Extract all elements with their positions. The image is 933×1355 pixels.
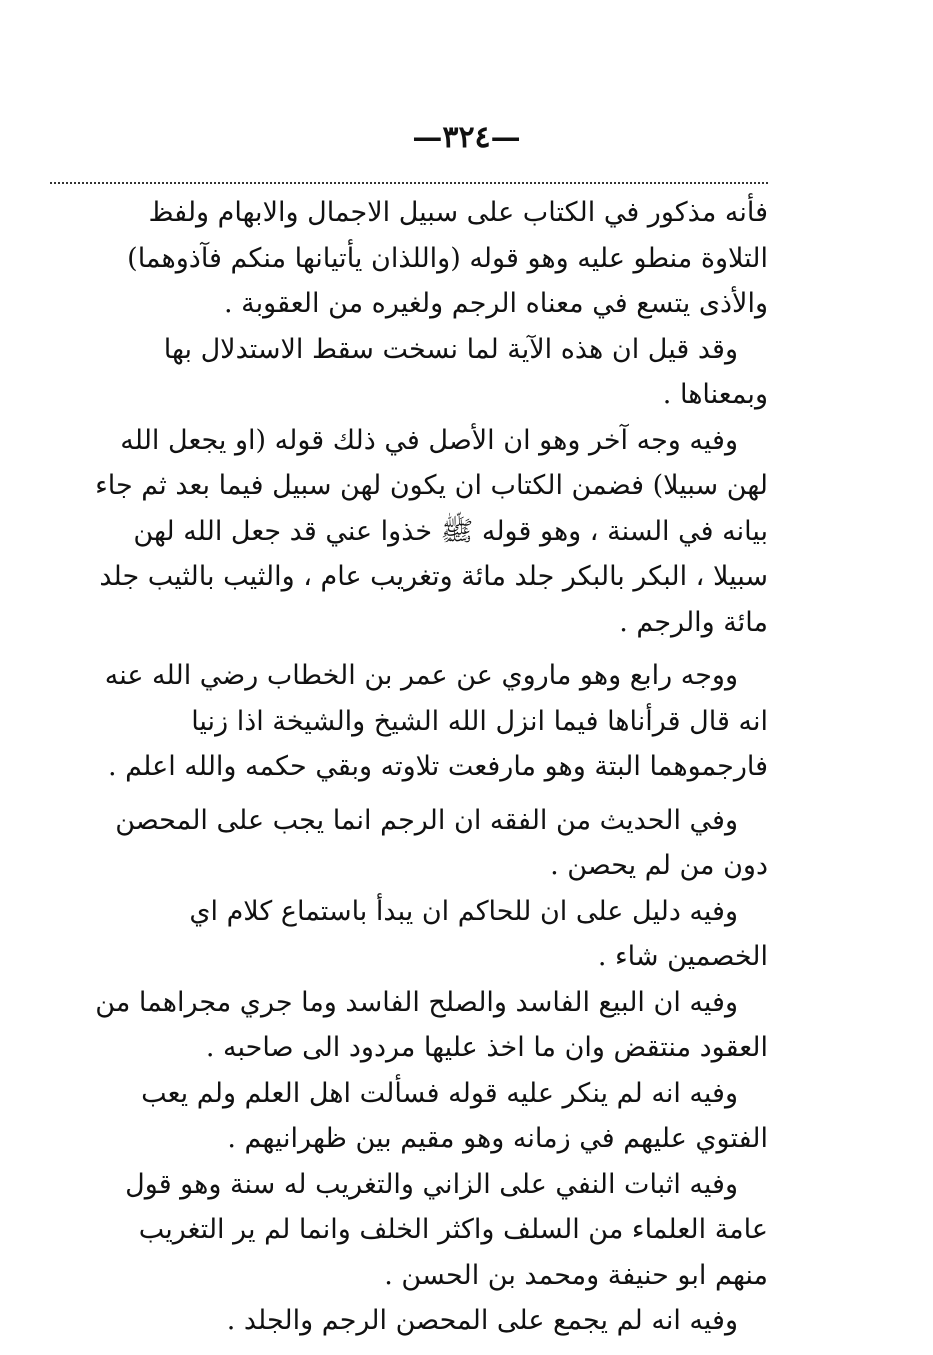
paragraph-2: وقد قيل ان هذه الآية لما نسخت سقط الاستدلال بها وبمعناها . — [163, 333, 768, 410]
paragraph-4: ووجه رابع وهو ماروي عن عمر بن الخطاب رضي الله عنه انه قال قرأناها فيما انزل الله الشيخ والشيخة اذا زنيا فارجموهما البتة وهو مارفعت تلاوته وبقي حكمه والله اعلم . — [104, 660, 768, 782]
paragraph-10: وفيه انه لم يجمع على المحصن الرجم والجلد . — [226, 1305, 738, 1336]
paragraph-5: وفي الحديث من الفقه ان الرجم انما يجب على المحصن دون من لم يحصن . — [115, 804, 768, 881]
paragraph-8: وفيه انه لم ينكر عليه قوله فسألت اهل العلم ولم يعب الفتوي عليهم في زمانه وهو مقيم بين ظهرانيهم . — [141, 1077, 768, 1154]
paragraph-9: وفيه اثبات النفي على الزاني والتغريب له سنة وهو قول عامة العلماء من السلف واكثر الخلف وانما لم ير التغريب منهم ابو حنيفة ومحمد بن الحسن . — [125, 1168, 768, 1291]
page-body — [95, 190, 768, 1344]
paragraph-1: فأنه مذكور في الكتاب على سبيل الاجمال والابهام ولفظ التلاوة منطو عليه وهو قوله (واللذان يأتيانها منكم فآذوهما) والأذى يتسع في معناه الرجم ولغيره من العقوبة . — [127, 197, 768, 319]
paragraph-7: وفيه ان البيع الفاسد والصلح الفاسد وما جري مجراهما من العقود منتقض وان ما اخذ عليها مردود الى صاحبه . — [95, 986, 768, 1063]
header-rule — [50, 182, 768, 184]
paragraph-3: وفيه وجه آخر وهو ان الأصل في ذلك قوله (او يجعل الله لهن سبيلا) فضمن الكتاب ان يكون لهن سبيل فيما بعد ثم جاء بيانه في السنة ، وهو قوله ﷺ خذوا عني قد جعل الله لهن سبيلا ، البكر بالبكر جلد مائة وتغريب عام ، والثيب بالثيب جلد مائة والرجم . — [95, 424, 768, 638]
paragraph-6: وفيه دليل على ان للحاكم ان يبدأ باستماع كلام اي الخصمين شاء . — [189, 895, 768, 972]
page-number: —٣٢٤— — [412, 120, 521, 155]
